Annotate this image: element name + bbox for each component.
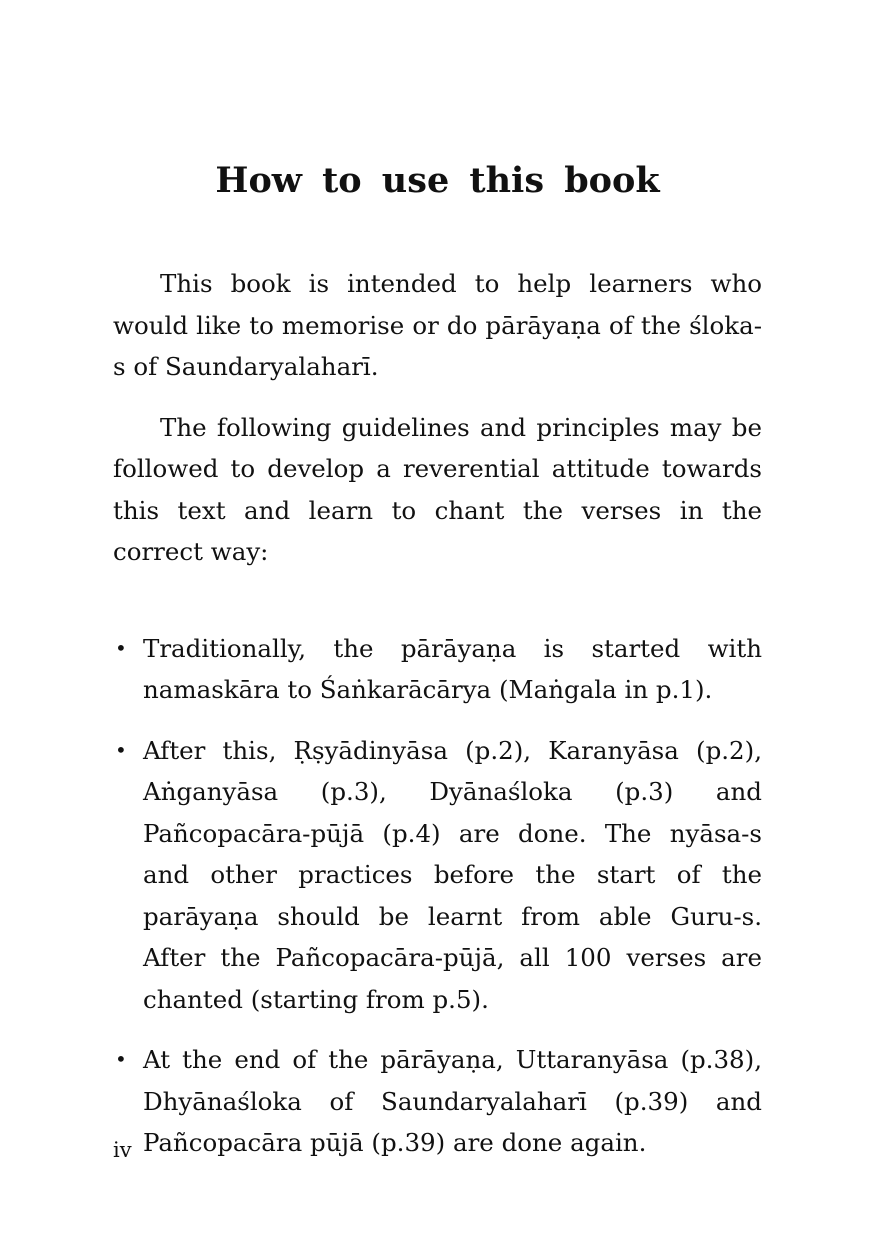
bullet-icon: •: [115, 1047, 127, 1071]
page-title: How to use this book: [215, 160, 660, 201]
list-item-text: At the end of the pārāyaṇa, Uttaranyāsa (p.38), Dhyānaśloka of Saundaryalaharī (p.39) and Pañcopacāra pūjā (p.39) are done again.: [143, 1045, 762, 1157]
page-number: iv: [113, 1138, 132, 1162]
intro-paragraph: This book is intended to help learners who would like to memorise or do pārāyaṇa of the śloka-s of Saundaryalaharī.: [113, 269, 762, 381]
guidelines-list: [113, 628, 762, 1164]
guidelines-paragraph: The following guidelines and principles may be followed to develop a reverential attitude towards this text and learn to chant the verses in the correct way:: [113, 412, 762, 566]
list-item: [113, 730, 762, 1021]
bullet-icon: •: [115, 635, 127, 660]
list-item: [113, 628, 762, 711]
list-item: [113, 1039, 762, 1164]
body-content: [113, 263, 762, 1183]
list-item-text: After this, Ṛṣyādinyāsa (p.2), Karanyāsa (p.2), Aṅganyāsa (p.3), Dyānaśloka (p.3) and Pañcopacāra-pūjā (p.4) are done. The nyāsa-s and other practices before the start of the parāyaṇa should be learnt from able Guru-s. After the Pañcopacāra-pūjā, all 100 verses are chanted (starting from p.5).: [143, 735, 762, 1014]
list-item-text: Traditionally, the pārāyaṇa is started with namaskāra to Śaṅkarācārya (Maṅgala in p.1).: [143, 633, 762, 704]
bullet-icon: •: [115, 737, 127, 762]
